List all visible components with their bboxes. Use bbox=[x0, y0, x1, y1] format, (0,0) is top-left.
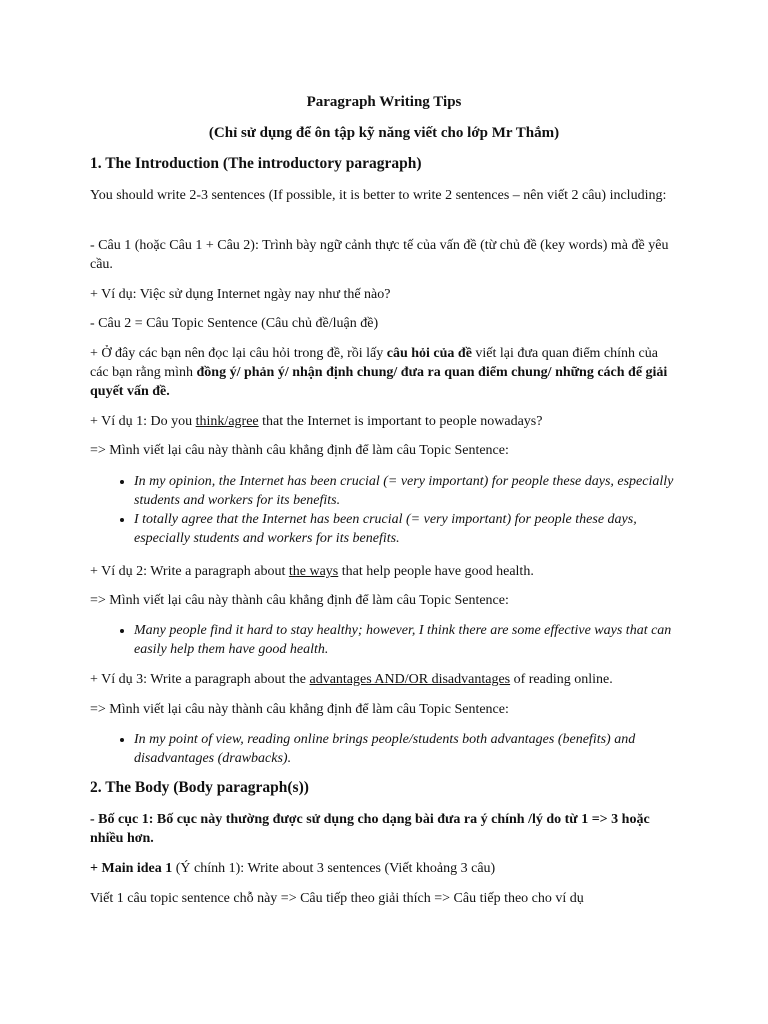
bullet-list-3 bbox=[110, 730, 694, 768]
example2-underlined: the ways bbox=[288, 564, 339, 579]
example2-prefix: + Ví dụ 2: Write a paragraph about bbox=[90, 564, 289, 579]
list-item: • Many people find it hard to stay healthy; however, I think there are some effective ways that can easily help them have good health. bbox=[134, 621, 694, 659]
instruction-paragraph bbox=[90, 344, 670, 401]
document-title: Paragraph Writing Tips bbox=[306, 94, 462, 110]
last-paragraph: Viết 1 câu topic sentence chỗ này => Câu tiếp theo giải thích => Câu tiếp theo cho ví dụ bbox=[90, 891, 584, 906]
vidu-paragraph: + Ví dụ: Việc sử dụng Internet ngày nay như thế nào? bbox=[90, 287, 391, 302]
list-item: • In my opinion, the Internet has been crucial (= very important) for people these days, especially students and workers for its benefits. bbox=[134, 472, 694, 510]
main-idea-bold: + Main idea 1 bbox=[90, 861, 173, 876]
example1-underlined: think/agree bbox=[195, 414, 259, 429]
bullet-list-1 bbox=[110, 472, 694, 548]
example1-suffix: that the Internet is important to people nowadays? bbox=[258, 414, 543, 429]
rewrite-line-1: => Mình viết lại câu này thành câu khẳng định để làm câu Topic Sentence: bbox=[90, 443, 509, 458]
instruction-text-2: viết lại đưa quan điểm chính của các bạn rằng mình bbox=[90, 346, 658, 380]
section2-heading: 2. The Body (Body paragraph(s)) bbox=[90, 779, 309, 796]
main-idea-paragraph bbox=[90, 859, 670, 878]
intro-paragraph: You should write 2-3 sentences (If possible, it is better to write 2 sentences – nên viết 2 câu) including: bbox=[90, 188, 667, 203]
bocuc-paragraph: - Bố cục 1: Bố cục này thường được sử dụng cho dạng bài đưa ra ý chính /lý do từ 1 => 3 hoặc nhiều hơn. bbox=[90, 812, 650, 846]
rewrite-line-3: => Mình viết lại câu này thành câu khẳng định để làm câu Topic Sentence: bbox=[90, 702, 509, 717]
list-item: • In my point of view, reading online brings people/students both advantages (benefits) and disadvantages (drawbacks). bbox=[134, 730, 694, 768]
example2-suffix: that help people have good health. bbox=[338, 564, 534, 579]
example2-paragraph bbox=[90, 562, 670, 581]
rewrite-line-2: => Mình viết lại câu này thành câu khẳng định để làm câu Topic Sentence: bbox=[90, 593, 509, 608]
instruction-bold-1: câu hỏi của đề bbox=[386, 346, 472, 361]
instruction-bold-2: đồng ý/ phản ý/ nhận định chung/ đưa ra quan điểm chung/ những cách để giải quyết vấn đề. bbox=[90, 365, 668, 399]
example3-suffix: of reading online. bbox=[510, 672, 613, 687]
example3-underlined: advantages AND/OR disadvantages bbox=[309, 672, 511, 687]
instruction-text: + Ở đây các bạn nên đọc lại câu hỏi trong đề, rồi lấy bbox=[90, 346, 387, 361]
example3-paragraph bbox=[90, 670, 670, 689]
main-idea-text: (Ý chính 1): Write about 3 sentences (Viết khoảng 3 câu) bbox=[172, 861, 496, 876]
document-subtitle: (Chỉ sử dụng để ôn tập kỹ năng viết cho lớp Mr Thắm) bbox=[208, 125, 560, 141]
example1-paragraph bbox=[90, 412, 670, 431]
cau2-paragraph: - Câu 2 = Câu Topic Sentence (Câu chủ đề/luận đề) bbox=[90, 316, 379, 331]
section1-heading: 1. The Introduction (The introductory paragraph) bbox=[90, 155, 422, 172]
cau1-paragraph: - Câu 1 (hoặc Câu 1 + Câu 2): Trình bày ngữ cảnh thực tế của vấn đề (từ chủ đề (key words) mà đề yêu cầu. bbox=[90, 238, 669, 272]
example1-prefix: + Ví dụ 1: Do you bbox=[90, 414, 196, 429]
bullet-list-2 bbox=[110, 621, 694, 659]
example3-prefix: + Ví dụ 3: Write a paragraph about the bbox=[90, 672, 310, 687]
list-item: • I totally agree that the Internet has been crucial (= very important) for people these days, especially students and workers for its benefits. bbox=[134, 510, 694, 548]
